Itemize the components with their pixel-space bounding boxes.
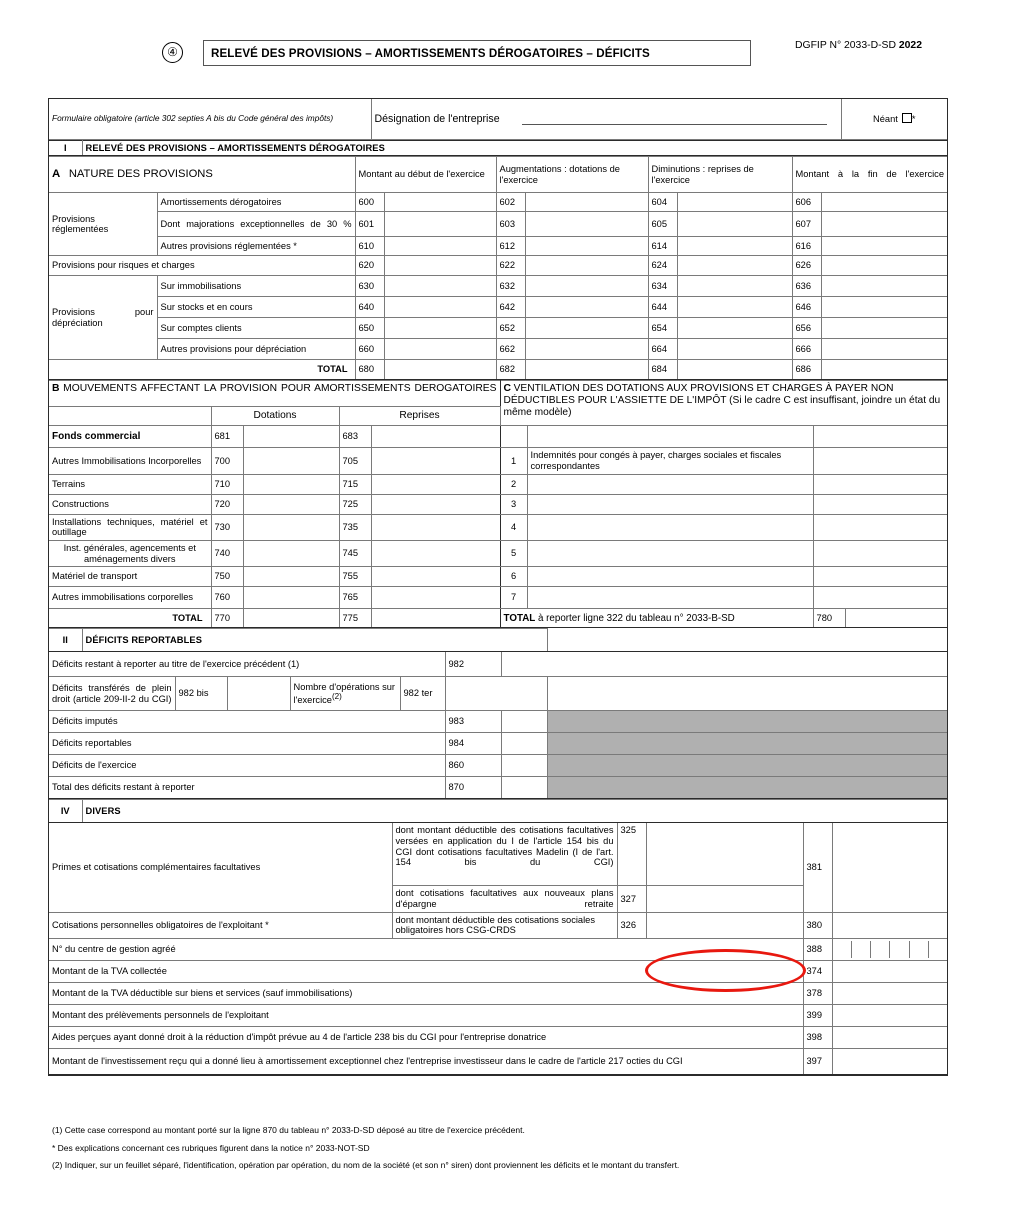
field-326[interactable] — [646, 912, 803, 938]
cotis-sub-label-326: dont montant déductible des cotisations sociales obligatoires hors CSG-CRDS — [392, 912, 617, 938]
siren-box-5[interactable] — [910, 941, 929, 958]
field-775[interactable] — [371, 609, 500, 628]
field-870[interactable] — [501, 777, 547, 799]
code-662: 662 — [496, 339, 525, 360]
siren-box-6[interactable] — [929, 941, 947, 958]
field-606[interactable] — [821, 193, 947, 212]
section-BC-table — [49, 380, 947, 628]
code-870: 870 — [445, 777, 501, 799]
siren-box-3[interactable] — [871, 941, 890, 958]
section-B-title: MOUVEMENTS AFFECTANT LA PROVISION POUR AMORTISSEMENTS DEROGATOIRES — [63, 383, 497, 395]
field-683[interactable] — [371, 426, 500, 448]
code-715: 715 — [339, 474, 371, 494]
code-650: 650 — [355, 318, 384, 339]
neant-asterisk: * — [911, 113, 916, 124]
footnote-2: (2) Indiquer, sur un feuillet séparé, l'identification, opération par opération, du nom de la société (et son n° siren) dont proviennent les déficits et le montant du transfert. — [52, 1160, 680, 1170]
code-770: 770 — [211, 609, 243, 628]
row-label-total-B: TOTAL — [49, 609, 211, 628]
code-614: 614 — [648, 237, 677, 256]
c-row-num-6: 6 — [500, 567, 527, 587]
row-label-amort-derogatoires: Amortissements dérogatoires — [157, 193, 355, 212]
code-604: 604 — [648, 193, 677, 212]
group-label-provisions-depreciation: Provisions pour dépréciation — [49, 276, 157, 360]
primes-sub-label-327: dont cotisations facultatives aux nouveaux plans d'épargne retraite — [392, 886, 617, 912]
form-number-circle: ④ — [162, 42, 183, 63]
c-row-num-5: 5 — [500, 540, 527, 566]
field-662[interactable] — [525, 339, 648, 360]
section-A-table — [49, 156, 947, 380]
c-row-value-3[interactable] — [813, 494, 947, 514]
code-603: 603 — [496, 212, 525, 237]
c-row-label-4[interactable] — [527, 514, 813, 540]
code-616: 616 — [792, 237, 821, 256]
field-378[interactable] — [832, 983, 947, 1005]
nombre-operations-note: (2) — [331, 692, 342, 702]
code-326: 326 — [617, 912, 646, 938]
c-row-num-blank — [500, 426, 527, 448]
footnotes — [52, 1126, 1002, 1179]
code-630: 630 — [355, 276, 384, 297]
code-983: 983 — [445, 711, 501, 733]
field-626[interactable] — [821, 256, 947, 276]
code-605: 605 — [648, 212, 677, 237]
section-B-letter: B — [52, 383, 60, 395]
code-765: 765 — [339, 587, 371, 609]
section-A-title-cell — [49, 157, 355, 193]
code-982: 982 — [445, 652, 501, 677]
field-860[interactable] — [501, 755, 547, 777]
checkbox-icon[interactable] — [902, 113, 912, 123]
c-row-label-7[interactable] — [527, 587, 813, 609]
siren-box-1[interactable] — [833, 941, 852, 958]
code-634: 634 — [648, 276, 677, 297]
code-664: 664 — [648, 339, 677, 360]
row-label-autres-immo-corporelles: Autres immobilisations corporelles — [49, 587, 211, 609]
field-630[interactable] — [384, 276, 496, 297]
company-designation-label: Désignation de l'entreprise — [374, 112, 500, 125]
code-607: 607 — [792, 212, 821, 237]
row-label-constructions: Constructions — [49, 494, 211, 514]
code-735: 735 — [339, 514, 371, 540]
row-label-sur-immobilisations: Sur immobilisations — [157, 276, 355, 297]
code-626: 626 — [792, 256, 821, 276]
field-607[interactable] — [821, 212, 947, 237]
c-row-label-6[interactable] — [527, 567, 813, 587]
row-label-aides-percues: Aides perçues ayant donné droit à la réduction d'impôt prévue au 4 de l'article 238 bis du CGI pour l'entreprise donatrice — [49, 1027, 803, 1049]
field-780[interactable] — [845, 609, 947, 628]
c-row-num-7: 7 — [500, 587, 527, 609]
code-636: 636 — [792, 276, 821, 297]
siren-box-4[interactable] — [890, 941, 909, 958]
row-label-autres-provisions-reglementees: Autres provisions réglementées * — [157, 237, 355, 256]
field-982ter[interactable] — [445, 677, 547, 711]
field-603[interactable] — [525, 212, 648, 237]
field-755[interactable] — [371, 567, 500, 587]
row-label-fonds-commercial: Fonds commercial — [49, 426, 211, 448]
section-I-number: I — [49, 140, 82, 156]
field-636[interactable] — [821, 276, 947, 297]
code-374: 374 — [803, 961, 832, 983]
row-label-sur-stocks: Sur stocks et en cours — [157, 297, 355, 318]
field-666[interactable] — [821, 339, 947, 360]
code-380: 380 — [803, 912, 832, 938]
row-label-inst-generales: Inst. générales, agencements et aménagements divers — [49, 540, 211, 566]
field-616[interactable] — [821, 237, 947, 256]
field-620[interactable] — [384, 256, 496, 276]
code-602: 602 — [496, 193, 525, 212]
code-622: 622 — [496, 256, 525, 276]
row-label-investissement-recu: Montant de l'investissement reçu qui a donné lieu à amortissement exceptionnel chez l'entreprise investisseur dans le cadre de l'article 217 octies du CGI — [49, 1049, 803, 1075]
section-C-title-cell — [500, 381, 947, 426]
section-I-title: RELEVÉ DES PROVISIONS – AMORTISSEMENTS DÉROGATOIRES — [82, 140, 947, 156]
code-610: 610 — [355, 237, 384, 256]
page-title: RELEVÉ DES PROVISIONS – AMORTISSEMENTS DÉROGATOIRES – DÉFICITS — [211, 46, 650, 60]
field-983[interactable] — [501, 711, 547, 733]
column-header-diminutions: Diminutions : reprises de l'exercice — [648, 157, 792, 193]
code-700: 700 — [211, 448, 243, 474]
field-398[interactable] — [832, 1027, 947, 1049]
code-620: 620 — [355, 256, 384, 276]
code-750: 750 — [211, 567, 243, 587]
code-755: 755 — [339, 567, 371, 587]
dgfip-year: 2022 — [898, 40, 922, 51]
code-601: 601 — [355, 212, 384, 237]
section-II-title: DÉFICITS REPORTABLES — [82, 629, 547, 652]
code-684: 684 — [648, 360, 677, 380]
code-399: 399 — [803, 1005, 832, 1027]
row-label-materiel-transport: Matériel de transport — [49, 567, 211, 587]
field-680[interactable] — [384, 360, 496, 380]
code-612: 612 — [496, 237, 525, 256]
code-660: 660 — [355, 339, 384, 360]
c-row-label-5[interactable] — [527, 540, 813, 566]
code-656: 656 — [792, 318, 821, 339]
code-740: 740 — [211, 540, 243, 566]
c-row-value-blank[interactable] — [813, 426, 947, 448]
field-760[interactable] — [243, 587, 339, 609]
row-label-cotisations-obligatoires: Cotisations personnelles obligatoires de l'exploitant * — [49, 912, 392, 938]
field-660[interactable] — [384, 339, 496, 360]
primes-sub-label-325: dont montant déductible des cotisations facultatives versées en application du I de l'article 154 bis du CGI dont cotisations facultatives Madelin (I de l'art. 154 bis du CGI) — [392, 823, 617, 886]
footnote-asterisk: * Des explications concernant ces rubriques figurent dans la notice n° 2033-NOT-SD — [52, 1142, 370, 1153]
dgfip-reference — [795, 40, 922, 51]
c-row-value-4[interactable] — [813, 514, 947, 540]
code-683: 683 — [339, 426, 371, 448]
c-row-num-3: 3 — [500, 494, 527, 514]
form-frame — [48, 98, 948, 1076]
field-745[interactable] — [371, 540, 500, 566]
siren-box-group[interactable] — [833, 941, 948, 958]
code-646: 646 — [792, 297, 821, 318]
code-632: 632 — [496, 276, 525, 297]
field-982bis[interactable] — [227, 677, 290, 711]
row-label-tva-collectee: Montant de la TVA collectée — [49, 961, 803, 983]
row-label-deficits-exercice: Déficits de l'exercice — [49, 755, 445, 777]
field-624[interactable] — [677, 256, 792, 276]
nombre-operations-text: Nombre d'opérations sur l'exercice — [293, 681, 396, 706]
code-327: 327 — [617, 886, 646, 912]
c-row-value-6[interactable] — [813, 567, 947, 587]
field-325[interactable] — [646, 823, 803, 886]
field-664[interactable] — [677, 339, 792, 360]
field-650[interactable] — [384, 318, 496, 339]
code-624: 624 — [648, 256, 677, 276]
mandatory-notice: Formulaire obligatoire (article 302 septies A bis du Code général des impôts) — [49, 99, 371, 139]
c-row-value-7[interactable] — [813, 587, 947, 609]
c-row-label-blank — [527, 426, 813, 448]
field-681[interactable] — [243, 426, 339, 448]
field-730[interactable] — [243, 514, 339, 540]
group-label-provisions-reglementees: Provisions réglementées — [49, 193, 157, 256]
code-745: 745 — [339, 540, 371, 566]
field-397[interactable] — [832, 1049, 947, 1075]
shaded-area-984 — [547, 733, 947, 755]
column-header-augmentations: Augmentations : dotations de l'exercice — [496, 157, 648, 193]
row-label-deficits-transferes: Déficits transférés de plein droit (article 209-II-2 du CGI) — [49, 677, 175, 711]
field-605[interactable] — [677, 212, 792, 237]
row-label-centre-gestion: N° du centre de gestion agréé — [49, 939, 803, 961]
code-982bis: 982 bis — [175, 677, 227, 711]
code-642: 642 — [496, 297, 525, 318]
c-row-label-3[interactable] — [527, 494, 813, 514]
code-725: 725 — [339, 494, 371, 514]
row-label-terrains: Terrains — [49, 474, 211, 494]
section-A-title: NATURE DES PROVISIONS — [68, 168, 213, 181]
column-header-dotations: Dotations — [211, 407, 339, 426]
section-II-spacer2 — [547, 677, 947, 711]
row-label-autres-immo-incorporelles: Autres Immobilisations Incorporelles — [49, 448, 211, 474]
code-720: 720 — [211, 494, 243, 514]
column-header-debut: Montant au début de l'exercice — [355, 157, 496, 193]
section-C-total-bold: TOTAL — [503, 612, 536, 624]
section-IV-table — [49, 799, 947, 1075]
code-680: 680 — [355, 360, 384, 380]
code-682: 682 — [496, 360, 525, 380]
code-644: 644 — [648, 297, 677, 318]
field-700[interactable] — [243, 448, 339, 474]
neant-cell[interactable] — [841, 99, 947, 139]
field-380[interactable] — [832, 912, 947, 938]
section-II-number: II — [49, 629, 82, 652]
code-388: 388 — [803, 939, 832, 961]
column-header-fin: Montant à la fin de l'exercice — [792, 157, 947, 193]
field-652[interactable] — [525, 318, 648, 339]
c-row-label-2[interactable] — [527, 474, 813, 494]
field-640[interactable] — [384, 297, 496, 318]
field-610[interactable] — [384, 237, 496, 256]
code-381: 381 — [803, 823, 832, 912]
field-612[interactable] — [525, 237, 648, 256]
field-765[interactable] — [371, 587, 500, 609]
field-388-boxes[interactable] — [832, 939, 947, 961]
field-654[interactable] — [677, 318, 792, 339]
field-600[interactable] — [384, 193, 496, 212]
field-644[interactable] — [677, 297, 792, 318]
code-397: 397 — [803, 1049, 832, 1075]
row-label-total-deficits: Total des déficits restant à reporter — [49, 777, 445, 799]
field-740[interactable] — [243, 540, 339, 566]
field-374[interactable] — [832, 961, 947, 983]
code-760: 760 — [211, 587, 243, 609]
field-601[interactable] — [384, 212, 496, 237]
c-row-value-2[interactable] — [813, 474, 947, 494]
c-row-num-2: 2 — [500, 474, 527, 494]
section-II-spacer — [547, 629, 947, 652]
row-label-sur-comptes-clients: Sur comptes clients — [157, 318, 355, 339]
section-C-title: VENTILATION DES DOTATIONS AUX PROVISIONS ET CHARGES À PAYER NON DÉDUCTIBLES POUR L'ASSIETTE DE L'IMPÔT (Si le cadre C est insuffisant, joindre un état du même modèle) — [503, 383, 941, 419]
code-600: 600 — [355, 193, 384, 212]
field-381[interactable] — [832, 823, 947, 912]
field-634[interactable] — [677, 276, 792, 297]
code-705: 705 — [339, 448, 371, 474]
field-622[interactable] — [525, 256, 648, 276]
field-642[interactable] — [525, 297, 648, 318]
section-C-total-label — [500, 609, 813, 628]
field-715[interactable] — [371, 474, 500, 494]
c-row-value-1[interactable] — [813, 448, 947, 474]
row-label-tva-deductible: Montant de la TVA déductible sur biens et services (sauf immobilisations) — [49, 983, 803, 1005]
field-646[interactable] — [821, 297, 947, 318]
form-title-box — [203, 40, 751, 66]
section-IV-title: DIVERS — [82, 800, 947, 823]
row-label-total-A: TOTAL — [49, 360, 355, 380]
section-C-letter: C — [503, 383, 512, 395]
c-row-num-4: 4 — [500, 514, 527, 540]
identification-strip — [49, 99, 947, 140]
field-632[interactable] — [525, 276, 648, 297]
field-327[interactable] — [646, 886, 803, 912]
row-label-risques-charges: Provisions pour risques et charges — [49, 256, 355, 276]
row-label-prelevements-personnels: Montant des prélèvements personnels de l'exploitant — [49, 1005, 803, 1027]
c-row-label-1: Indemnités pour congés à payer, charges sociales et fiscales correspondantes — [527, 448, 813, 474]
field-686[interactable] — [821, 360, 947, 380]
row-label-autres-depreciation: Autres provisions pour dépréciation — [157, 339, 355, 360]
section-IV-number: IV — [49, 800, 82, 823]
field-399[interactable] — [832, 1005, 947, 1027]
code-982ter: 982 ter — [400, 677, 445, 711]
field-705[interactable] — [371, 448, 500, 474]
section-II-table — [49, 628, 947, 799]
code-681: 681 — [211, 426, 243, 448]
dgfip-number: DGFIP N° 2033-D-SD — [795, 40, 899, 51]
company-designation-cell[interactable] — [371, 99, 841, 139]
field-982[interactable] — [501, 652, 947, 677]
code-710: 710 — [211, 474, 243, 494]
row-label-nombre-operations — [290, 677, 400, 711]
field-770[interactable] — [243, 609, 339, 628]
row-label-deficits-precedent: Déficits restant à reporter au titre de l'exercice précédent (1) — [49, 652, 445, 677]
shaded-area-860 — [547, 755, 947, 777]
row-label-primes-cotisations: Primes et cotisations complémentaires facultatives — [49, 823, 392, 912]
field-984[interactable] — [501, 733, 547, 755]
code-640: 640 — [355, 297, 384, 318]
footnote-1: (1) Cette case correspond au montant porté sur la ligne 870 du tableau n° 2033-D-SD déposé au titre de l'exercice précédent. — [52, 1125, 525, 1135]
code-325: 325 — [617, 823, 646, 886]
code-654: 654 — [648, 318, 677, 339]
shaded-area-983 — [547, 711, 947, 733]
section-C-total-rest: à reporter ligne 322 du tableau n° 2033-B-SD — [535, 612, 735, 624]
field-604[interactable] — [677, 193, 792, 212]
siren-box-2[interactable] — [852, 941, 871, 958]
field-720[interactable] — [243, 494, 339, 514]
company-name-input[interactable] — [522, 115, 827, 125]
field-682[interactable] — [525, 360, 648, 380]
code-666: 666 — [792, 339, 821, 360]
code-780: 780 — [813, 609, 845, 628]
field-656[interactable] — [821, 318, 947, 339]
column-header-reprises: Reprises — [339, 407, 500, 426]
c-row-num-1: 1 — [500, 448, 527, 474]
field-710[interactable] — [243, 474, 339, 494]
code-686: 686 — [792, 360, 821, 380]
code-775: 775 — [339, 609, 371, 628]
neant-label: Néant — [873, 113, 898, 124]
row-label-installations-techniques: Installations techniques, matériel et outillage — [49, 514, 211, 540]
row-label-deficits-imputes: Déficits imputés — [49, 711, 445, 733]
section-B-title-cell — [49, 381, 500, 407]
field-684[interactable] — [677, 360, 792, 380]
section-A-letter: A — [52, 168, 61, 181]
c-row-value-5[interactable] — [813, 540, 947, 566]
code-606: 606 — [792, 193, 821, 212]
code-378: 378 — [803, 983, 832, 1005]
code-984: 984 — [445, 733, 501, 755]
field-725[interactable] — [371, 494, 500, 514]
row-label-deficits-reportables: Déficits reportables — [49, 733, 445, 755]
code-652: 652 — [496, 318, 525, 339]
shaded-area-870 — [547, 777, 947, 799]
code-730: 730 — [211, 514, 243, 540]
section-I-header — [49, 140, 947, 157]
field-750[interactable] — [243, 567, 339, 587]
field-614[interactable] — [677, 237, 792, 256]
field-735[interactable] — [371, 514, 500, 540]
code-398: 398 — [803, 1027, 832, 1049]
code-860: 860 — [445, 755, 501, 777]
field-602[interactable] — [525, 193, 648, 212]
section-B-blank-header — [49, 407, 211, 426]
row-label-majorations-30: Dont majorations exceptionnelles de 30 % — [157, 212, 355, 237]
